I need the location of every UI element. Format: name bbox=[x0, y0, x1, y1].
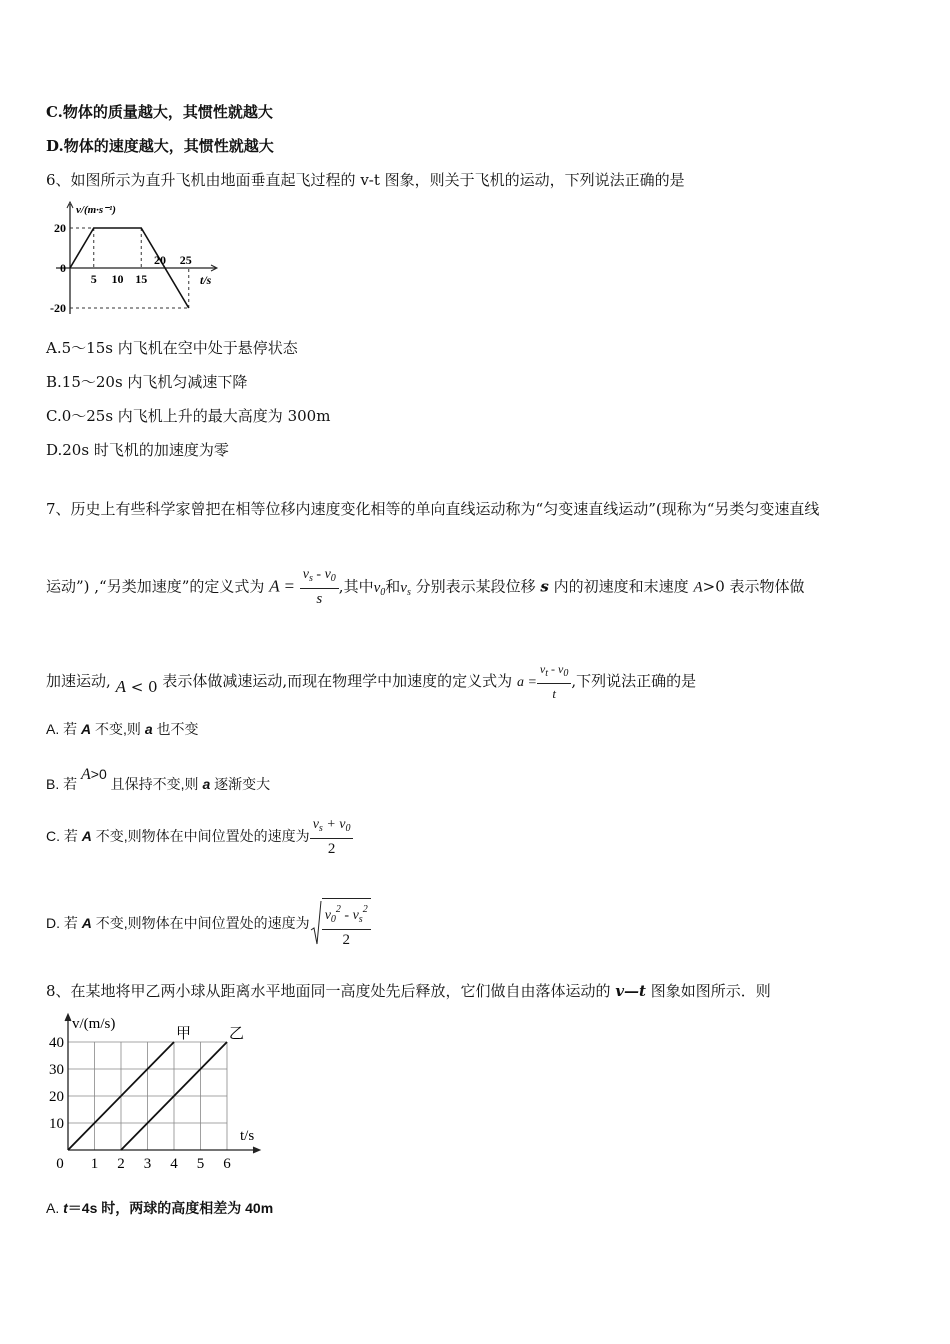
q6-option-d: D.20s 时飞机的加速度为零 bbox=[46, 441, 229, 459]
x-tick-label: 20 bbox=[154, 253, 166, 267]
series-label: 甲 bbox=[176, 1026, 192, 1042]
symbol-A: A bbox=[81, 915, 92, 931]
stem-text: 8、在某地将甲乙两小球从距离水平地面同一高度处先后释放，它们做自由落体运动的 bbox=[46, 982, 616, 1000]
stem-text: 表示物体做 bbox=[729, 577, 805, 596]
x-tick-label: 25 bbox=[179, 253, 192, 267]
q6-option-a: A.5～15s 内飞机在空中处于悬停状态 bbox=[46, 339, 298, 357]
option-text: 不变,则物体在中间位置处的速度为 bbox=[91, 828, 310, 845]
option-text: 也不变 bbox=[152, 721, 199, 737]
q7-option-d bbox=[46, 898, 371, 950]
y-tick-label: 10 bbox=[49, 1116, 64, 1132]
q5-option-d bbox=[46, 136, 274, 156]
q7-stem-line1: 7、历史上有些科学家曾把在相等位移内速度变化相等的单向直线运动称为“匀变速直线运动”(现称为“另类匀变速直线 bbox=[46, 500, 820, 518]
formula-A: A = bbox=[269, 576, 295, 596]
formula-mid-velocity: $\frac{v_s + v_0}{2}$ bbox=[310, 816, 354, 859]
stem-text: 运动”) ,“另类加速度”的定义式为 bbox=[46, 577, 265, 596]
y-axis-label: v/(m/s) bbox=[72, 1016, 116, 1032]
x-tick-label: 10 bbox=[111, 272, 124, 286]
y-tick-label: 20 bbox=[49, 1089, 64, 1105]
series-label: 乙 bbox=[229, 1026, 245, 1042]
q7-stem-line3: 加速运动, A < 0 表示体做减速运动,而现在物理学中加速度的定义式为 a = $\frac{v_t - v_0}{t}$ ,下列说法正确的是 bbox=[46, 660, 696, 705]
x-tick-label: 2 bbox=[117, 1156, 125, 1172]
q7-option-c bbox=[46, 816, 353, 859]
stem-text: 和 bbox=[385, 577, 401, 596]
x-axis-label: t/s bbox=[200, 273, 212, 287]
symbol-A: A bbox=[81, 721, 92, 737]
option-text: 逐渐变大 bbox=[210, 776, 271, 792]
stem-text: ,其中 bbox=[338, 577, 374, 596]
y-axis-arrow bbox=[65, 1014, 71, 1021]
x-axis-label: t/s bbox=[240, 1128, 255, 1144]
stem-text: 内的初速度和末速度 bbox=[553, 577, 689, 596]
symbol-a: a bbox=[144, 721, 153, 737]
x-tick-label: 5 bbox=[196, 1156, 205, 1172]
x-tick-label: 4 bbox=[170, 1156, 178, 1172]
q8-stem bbox=[46, 981, 771, 1001]
x-tick-label: 3 bbox=[143, 1156, 152, 1172]
option-text: 不变,则物体在中间位置处的速度为 bbox=[91, 915, 310, 931]
option-prefix: B. 若 bbox=[46, 776, 82, 792]
y-tick-label: 0 bbox=[60, 261, 66, 275]
option-prefix: D. 若 bbox=[46, 915, 82, 931]
q7-stem-line2: 运动”) ,“另类加速度”的定义式为 A = $\frac{v_s - v_0}{s}$ ,其中$v_0$和$v_s$ 分别表示某段位移 s 内的初速度和末速度 A>0 表示物体做 bbox=[46, 567, 805, 607]
stem-text: 图象如图所示．则 bbox=[645, 982, 771, 1000]
stem-text: 分别表示某段位移 bbox=[415, 577, 536, 596]
q6-stem: 6、如图所示为直升飞机由地面垂直起飞过程的 v-t 图象，则关于飞机的运动，下列说法正确的是 bbox=[46, 171, 685, 189]
y-tick-label: 20 bbox=[54, 221, 66, 235]
x-tick-label: 1 bbox=[90, 1156, 99, 1172]
option-prefix: A. 若 bbox=[46, 721, 82, 737]
formula-a-fraction: $\frac{v_t - v_0}{t}$ bbox=[537, 660, 571, 704]
x-tick-label: 0 bbox=[56, 1156, 64, 1172]
q8-vt-chart bbox=[40, 1010, 270, 1175]
q6-option-b: B.15～20s 内飞机匀减速下降 bbox=[46, 373, 248, 391]
q5-option-c bbox=[46, 102, 273, 122]
y-axis-label: v/(m·s⁻¹) bbox=[76, 204, 116, 216]
stem-text: ,下列说法正确的是 bbox=[571, 672, 697, 690]
option-text: D.物体的速度越大，其惯性就越大 bbox=[46, 137, 274, 155]
formula-A-fraction: $\frac{v_s - v_0}{s}$ bbox=[300, 566, 339, 609]
formula-sqrt: $\frac{v_0^2 - v_s^2}{2}$ bbox=[310, 898, 371, 950]
option-prefix: C. 若 bbox=[46, 828, 82, 845]
y-tick-label: 30 bbox=[49, 1062, 64, 1078]
symbol-a: a bbox=[202, 776, 211, 792]
option-text: 不变,则 bbox=[91, 721, 145, 737]
x-tick-label: 6 bbox=[223, 1156, 231, 1172]
x-tick-label: 5 bbox=[90, 272, 97, 286]
option-text: C.物体的质量越大，其惯性就越大 bbox=[46, 103, 273, 121]
x-tick-label: 15 bbox=[135, 272, 148, 286]
option-text: 且保持不变,则 bbox=[106, 776, 203, 792]
q6-option-c: C.0～25s 内飞机上升的最大高度为 300m bbox=[46, 407, 331, 425]
y-tick-label: -20 bbox=[50, 301, 66, 315]
q7-option-b: B. 若 A>0 且保持不变,则 a 逐渐变大 bbox=[46, 766, 271, 792]
vt-symbol: v—t bbox=[615, 982, 646, 1000]
q8-option-a bbox=[46, 1198, 273, 1218]
stem-text: 加速运动, bbox=[46, 672, 111, 690]
q7-option-a bbox=[46, 719, 199, 739]
option-prefix: A. bbox=[46, 1200, 64, 1216]
symbol-t: t bbox=[63, 1200, 68, 1216]
symbol-A: A bbox=[81, 828, 92, 845]
q6-vt-chart bbox=[46, 198, 226, 322]
y-tick-label: 40 bbox=[49, 1035, 64, 1051]
x-axis-arrow bbox=[253, 1147, 260, 1153]
option-text: ＝4s 时，两球的高度相差为 40m bbox=[67, 1200, 274, 1216]
stem-text: 表示体做减速运动,而现在物理学中加速度的定义式为 bbox=[162, 672, 513, 690]
